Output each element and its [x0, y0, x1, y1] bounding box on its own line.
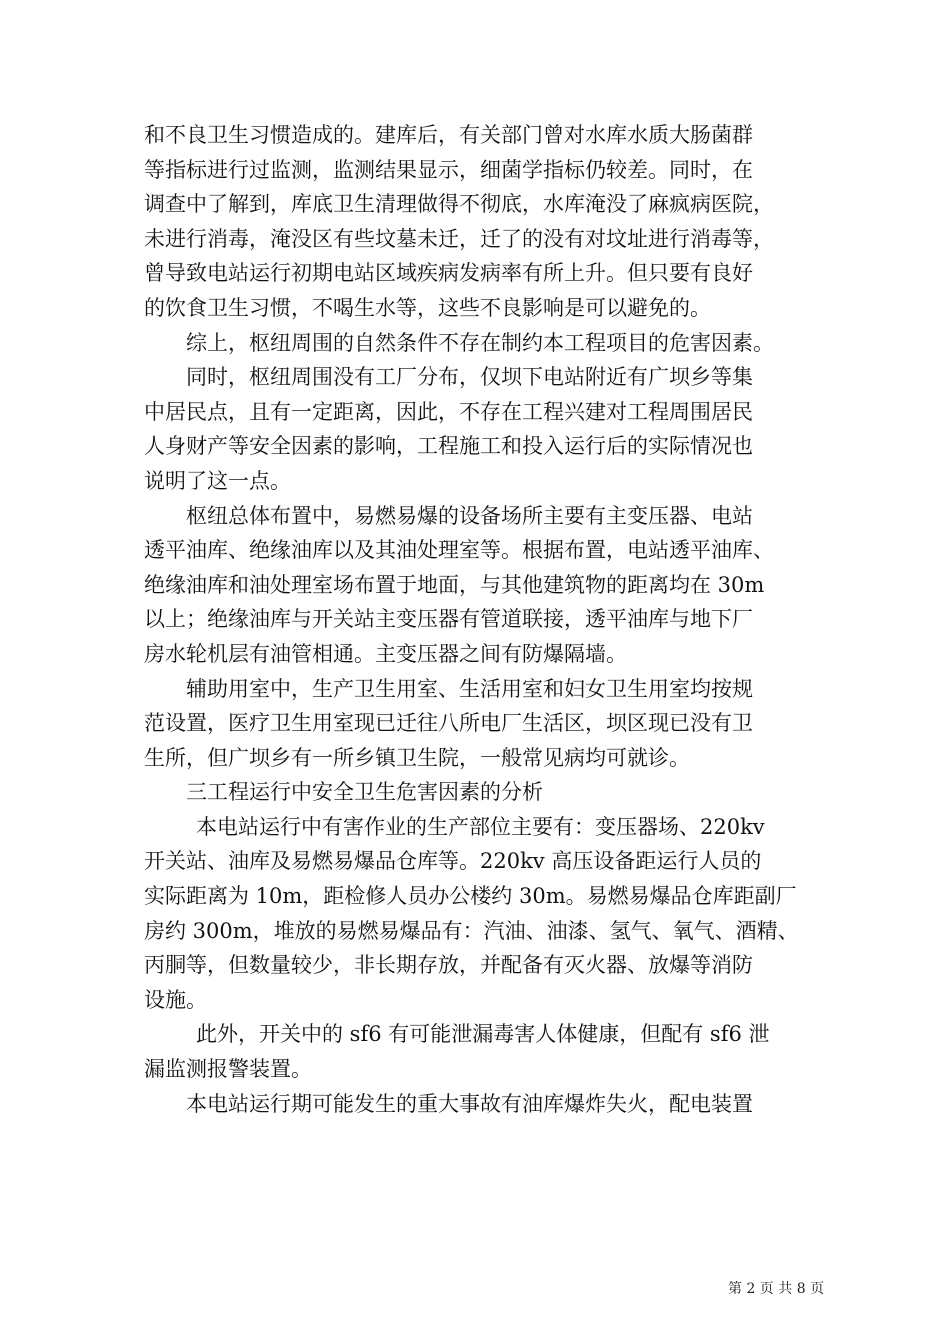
paragraph-start: 本电站运行中有害作业的生产部位主要有：变压器场、220kv: [196, 814, 765, 839]
text-line: 和不良卫生习惯造成的。建库后，有关部门曾对水库水质大肠菌群: [144, 123, 753, 147]
paragraph-start: 枢纽总体布置中，易燃易爆的设备场所主要有主变压器、电站: [186, 503, 753, 528]
text-line: 范设置，医疗卫生用室现已迁往八所电厂生活区，坝区现已没有卫: [144, 711, 753, 736]
paragraph-start: 辅助用室中，生产卫生用室、生活用室和妇女卫生用室均按规: [186, 676, 753, 701]
paragraph-start: 同时，枢纽周围没有工厂分布，仅坝下电站附近有广坝乡等集: [186, 365, 753, 390]
text-line: 调查中了解到，库底卫生清理做得不彻底，水库淹没了麻疯病医院，: [144, 192, 774, 217]
text-line: 漏监测报警装置。: [144, 1057, 312, 1082]
text-line: 等指标进行过监测，监测结果显示，细菌学指标仍较差。同时，在: [144, 157, 753, 182]
text-line: 开关站、油库及易燃易爆品仓库等。220kv 高压设备距运行人员的: [144, 849, 762, 874]
text-line: 实际距离为 10m，距检修人员办公楼约 30m。易燃易爆品仓库距副厂: [144, 884, 797, 909]
text-line: 中居民点，且有一定距离，因此，不存在工程兴建对工程周围居民: [144, 399, 753, 424]
document-body: [144, 118, 812, 1121]
text-line: 房水轮机层有油管相通。主变压器之间有防爆隔墙。: [144, 641, 627, 666]
text-line: 以上；绝缘油库与开关站主变压器有管道联接，透平油库与地下厂: [144, 607, 753, 632]
text-line: 绝缘油库和油处理室场布置于地面，与其他建筑物的距离均在 30m: [144, 572, 765, 597]
paragraph-start: 综上，枢纽周围的自然条件不存在制约本工程项目的危害因素。: [186, 330, 774, 355]
section-heading: 三工程运行中安全卫生危害因素的分析: [186, 780, 543, 805]
text-line: 透平油库、绝缘油库以及其油处理室等。根据布置，电站透平油库、: [144, 538, 774, 563]
text-line: 生所，但广坝乡有一所乡镇卫生院，一般常见病均可就诊。: [144, 745, 690, 770]
page-number: 第 2 页 共 8 页: [728, 1281, 825, 1297]
text-line: 曾导致电站运行初期电站区域疾病发病率有所上升。但只要有良好: [144, 261, 753, 286]
text-line: 设施。: [144, 987, 207, 1012]
text-line: 房约 300m，堆放的易燃易爆品有：汽油、油漆、氢气、氧气、酒精、: [144, 918, 799, 943]
paragraph-start: 本电站运行期可能发生的重大事故有油库爆炸失火，配电装置: [186, 1091, 753, 1116]
paragraph-start: 此外，开关中的 sf6 有可能泄漏毒害人体健康，但配有 sf6 泄: [196, 1022, 770, 1047]
text-line: 未进行消毒，淹没区有些坟墓未迁，迁了的没有对坟址进行消毒等，: [144, 226, 774, 251]
text-line: 说明了这一点。: [144, 468, 291, 493]
text-line: 的饮食卫生习惯，不喝生水等，这些不良影响是可以避免的。: [144, 295, 711, 320]
text-line: 人身财产等安全因素的影响，工程施工和投入运行后的实际情况也: [144, 434, 753, 459]
text-line: 丙胴等，但数量较少，非长期存放，并配备有灭火器、放爆等消防: [144, 953, 753, 978]
